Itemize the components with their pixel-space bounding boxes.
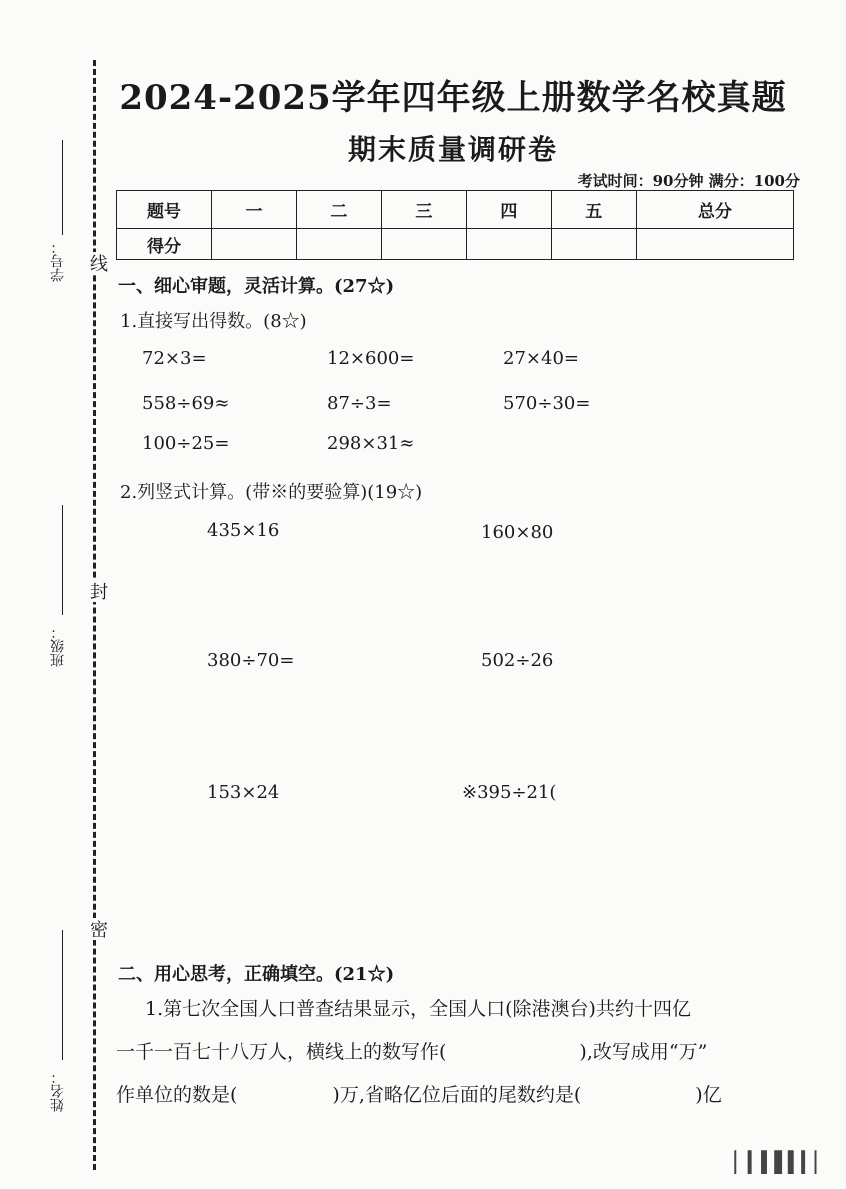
section2-title: 二、用心思考，正确填空。(21☆) xyxy=(118,964,395,985)
q2-item: 380÷70= xyxy=(207,650,295,671)
q2-item: 160×80 xyxy=(481,522,554,543)
name-blank[interactable] xyxy=(62,930,63,1060)
q1-item: 570÷30= xyxy=(503,393,591,414)
score-cell[interactable] xyxy=(381,229,466,260)
score-table-col-2: 二 xyxy=(296,191,381,229)
binding-dashed-line xyxy=(93,60,96,1170)
score-table-col-total: 总分 xyxy=(636,191,793,229)
score-cell[interactable] xyxy=(636,229,793,260)
exam-info: 考试时间：90分钟 满分：100分 xyxy=(577,172,800,190)
score-cell[interactable] xyxy=(466,229,551,260)
score-cell[interactable] xyxy=(296,229,381,260)
q2-item: ※395÷21( xyxy=(462,782,557,803)
q2-item: 502÷26 xyxy=(481,650,554,671)
q2-item: 435×16 xyxy=(207,520,280,541)
q2-item: 153×24 xyxy=(207,782,280,803)
q1-item: 558÷69≈ xyxy=(142,393,230,414)
class-blank[interactable] xyxy=(62,505,63,615)
score-table-col-5: 五 xyxy=(551,191,636,229)
section2-line: 作单位的数是( )万,省略亿位后面的尾数约是( )亿 xyxy=(116,1084,722,1106)
score-table-row-header: 题号 xyxy=(117,191,212,229)
q1-item: 12×600= xyxy=(327,348,415,369)
section2-line: 1.第七次全国人口普查结果显示，全国人口(除港澳台)共约十四亿 xyxy=(145,998,691,1020)
score-row-label: 得分 xyxy=(117,229,212,260)
class-label: 班级： xyxy=(50,625,66,667)
q2-title: 2.列竖式计算。(带※的要验算)(19☆) xyxy=(120,482,423,503)
score-cell[interactable] xyxy=(551,229,636,260)
q1-item: 100÷25= xyxy=(142,433,230,454)
score-table-header-row xyxy=(117,191,794,229)
score-table-col-1: 一 xyxy=(212,191,297,229)
binding-mark-seal: 封 xyxy=(84,580,110,602)
student-id-label: 学号： xyxy=(50,240,66,282)
score-cell[interactable] xyxy=(212,229,297,260)
section1-title: 一、细心审题，灵活计算。(27☆) xyxy=(118,276,395,297)
q1-title: 1.直接写出得数。(8☆) xyxy=(120,311,307,332)
binding-mark-secret: 密 xyxy=(84,918,110,940)
name-label: 姓名： xyxy=(50,1070,66,1112)
bars-icon: ▏▎▍▌▍▎▏ xyxy=(734,1150,828,1174)
q1-item: 87÷3= xyxy=(327,393,392,414)
page-subtitle: 期末质量调研卷 xyxy=(347,133,558,166)
page-title: 2024-2025学年四年级上册数学名校真题 xyxy=(119,78,787,118)
section2-line: 一千一百七十八万人，横线上的数写作( ),改写成用“万” xyxy=(116,1041,708,1063)
score-table-col-4: 四 xyxy=(466,191,551,229)
binding-mark-line: 线 xyxy=(84,252,110,274)
score-table xyxy=(116,190,794,260)
q1-item: 72×3= xyxy=(142,348,207,369)
q1-item: 298×31≈ xyxy=(327,433,415,454)
q1-item: 27×40= xyxy=(503,348,579,369)
score-table-col-3: 三 xyxy=(381,191,466,229)
score-table-score-row xyxy=(117,229,794,260)
